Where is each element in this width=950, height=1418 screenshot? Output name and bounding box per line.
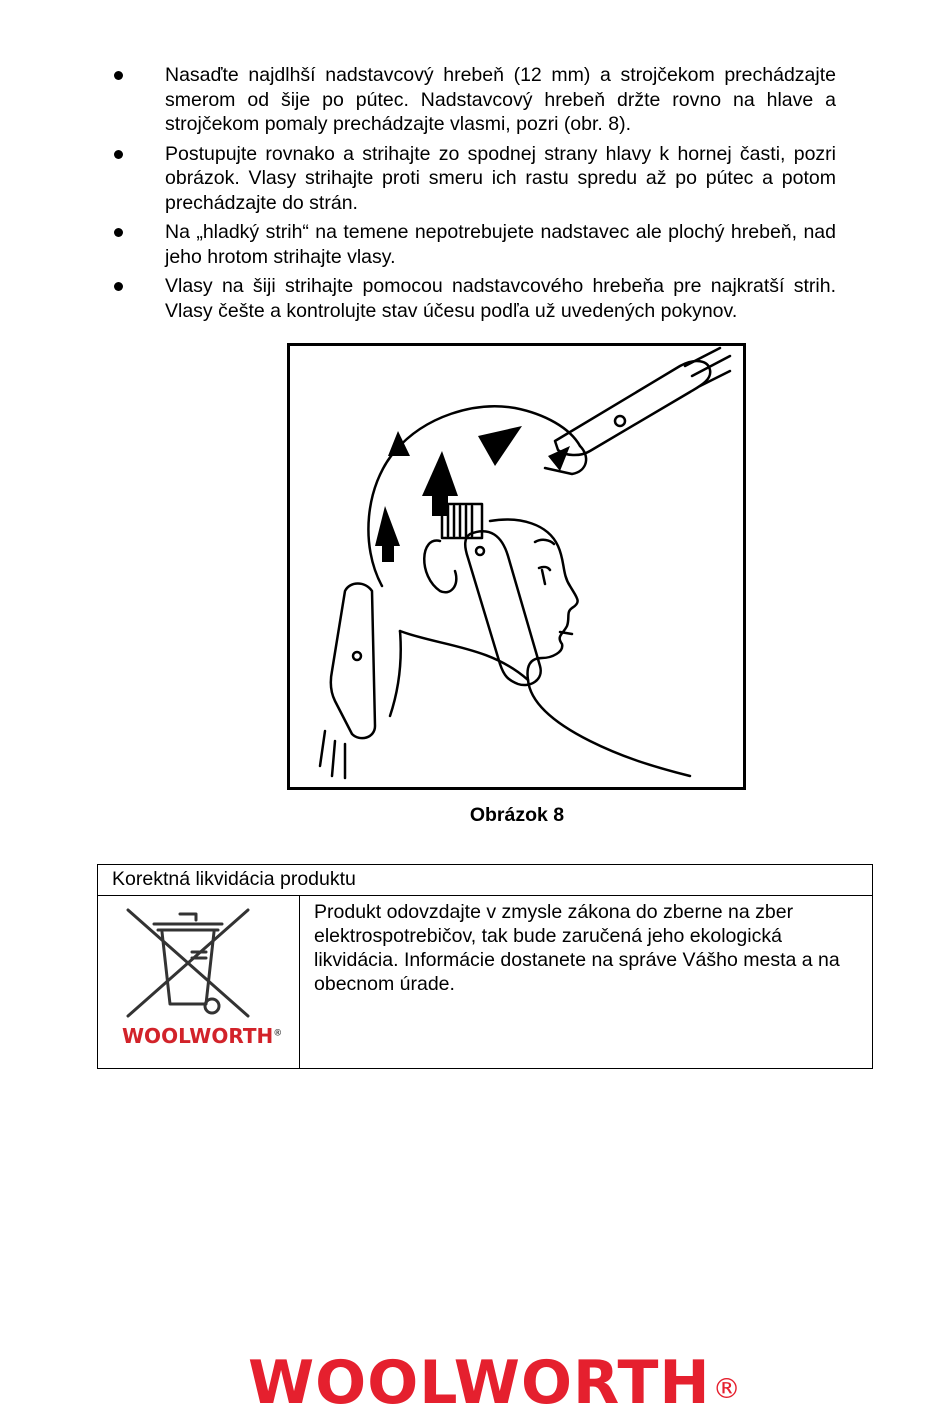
- instruction-item: Vlasy na šiji strihajte pomocou nadstavcového hrebeňa pre najkratší strih. Vlasy češte a kontrolujte stav účesu podľa už uvedených pokynov.: [110, 274, 836, 323]
- instruction-list: [110, 63, 836, 328]
- disposal-heading: Korektná likvidácia produktu: [98, 865, 872, 896]
- disposal-text: Produkt odovzdajte v zmysle zákona do zberne na zber elektrospotrebičov, tak bude zaručená jeho ekologická likvidácia. Informácie dostanete na správe Vášho mesta a na obecnom úrade.: [314, 901, 840, 995]
- disposal-row: [98, 896, 872, 1069]
- woolworth-logo-small: WOOLWORTH®: [122, 1024, 283, 1048]
- instruction-item: Na „hladký strih“ na temene nepotrebujete nadstavec ale plochý hrebeň, nad jeho hrotom strihajte vlasy.: [110, 220, 836, 269]
- instruction-item: Postupujte rovnako a strihajte zo spodnej strany hlavy k hornej časti, pozri obrázok. Vlasy strihajte proti smeru ich rastu spredu až po pútec a potom prechádzajte do strán.: [110, 142, 836, 216]
- bullet-icon: [114, 228, 123, 237]
- bullet-icon: [114, 282, 123, 291]
- haircut-illustration: [287, 343, 746, 790]
- figure-caption: Obrázok 8: [469, 804, 565, 826]
- crossed-bin-icon: [122, 906, 254, 1024]
- disposal-table: [97, 864, 873, 1069]
- bullet-icon: [114, 150, 123, 159]
- disposal-logo-cell: [98, 896, 300, 1069]
- instruction-item: Nasaďte najdlhší nadstavcový hrebeň (12 mm) a strojčekom prechádzajte smerom od šije po pútec. Nadstavcový hrebeň držte rovno na hlave a strojčekom pomaly prechádzajte vlasmi, pozri (obr. 8).: [110, 63, 836, 137]
- head-profile-drawing: [290, 346, 743, 787]
- bullet-icon: [114, 71, 123, 80]
- woolworth-logo: WOOLWORTH®: [248, 1348, 742, 1418]
